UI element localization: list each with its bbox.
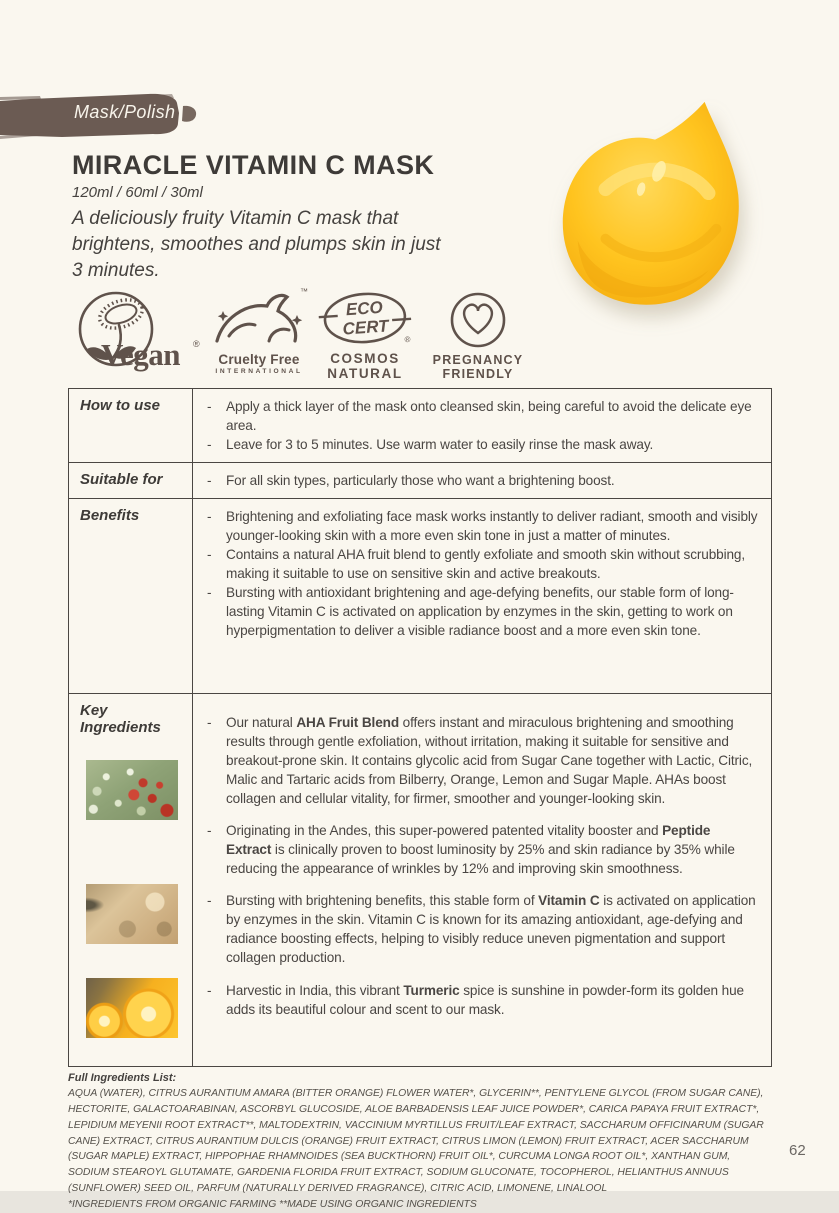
peptide-powder-photo xyxy=(86,884,178,944)
bullet-item: - Our natural AHA Fruit Blend offers instant and miraculous brightening and smoothing results through gentle exfoliation, without irritation, making it suitable for sensitive and breakout-prone skin. It contains glycolic acid from Sugar Cane together with Lactic, Citric, Malic and Tartaric acids from Bilberry, Orange, Lemon and Sugar Maple. AHAs boost collagen and cellular vitality, for firmer, smoother and younger-looking skin. xyxy=(207,715,753,807)
certification-badges xyxy=(68,289,538,384)
bullet-item: - Leave for 3 to 5 minutes. Use warm water to easily rinse the mask away. xyxy=(207,437,654,453)
vegan-wordmark: Vegan xyxy=(101,337,181,372)
bullet-item: - Originating in the Andes, this super-powered patented vitality booster and Peptide Extract is clinically proven to boost luminosity by 25% and skin radiance by 35% while reducing the appearance of wrinkles by 12% and improving skin smoothness. xyxy=(207,823,735,877)
product-sizes: 120ml / 60ml / 30ml xyxy=(72,184,203,201)
ecocert-word-bottom: CERT xyxy=(341,316,390,339)
ecocert-oval-icon xyxy=(318,291,412,349)
pregnancy-line1: PREGNANCY xyxy=(432,353,524,367)
row-content xyxy=(193,694,771,1066)
ecocert-line1: COSMOS xyxy=(330,351,400,366)
pregnancy-friendly-badge xyxy=(426,291,530,384)
category-tag-label: Mask/Polish xyxy=(74,102,176,122)
product-title: MIRACLE VITAMIN C MASK xyxy=(72,150,435,180)
pregnancy-line2: FRIENDLY xyxy=(442,367,514,382)
row-label: Suitable for xyxy=(69,463,193,498)
bullet-item: - Brightening and exfoliating face mask works instantly to deliver radiant, smooth and visibly younger-looking skin with a more even skin tone in just a matter of minutes. xyxy=(207,509,758,544)
table-row-key-ingredients xyxy=(69,693,771,1066)
bullet-item: - Contains a natural AHA fruit blend to gently exfoliate and smooth skin without scrubbing, making it suitable to use on sensitive skin and active breakouts. xyxy=(207,547,746,582)
pregnancy-heart-icon xyxy=(449,291,507,349)
category-tag xyxy=(0,92,208,140)
row-label: Benefits xyxy=(69,499,193,693)
main-content xyxy=(68,388,772,1213)
product-description: A deliciously fruity Vitamin C mask that brightens, smoothes and plumps skin in just 3 minutes. xyxy=(72,208,441,282)
orange-slices-photo xyxy=(86,978,178,1038)
cruelty-free-sublabel: INTERNATIONAL xyxy=(215,368,303,375)
cruelty-free-badge xyxy=(208,289,310,384)
table-row-benefits xyxy=(69,498,771,693)
bunny-trademark: ™ xyxy=(300,287,308,296)
bullet-item: - For all skin types, particularly those who want a brightening boost. xyxy=(207,473,615,489)
bullet-item: - Harvestic in India, this vibrant Turmeric spice is sunshine in powder-form its golden hue adds its beautiful colour and scent to our mask. xyxy=(207,982,744,1017)
bilberry-branch-photo xyxy=(86,760,178,820)
vegan-registered-mark: ® xyxy=(193,339,200,349)
ecocert-registered-mark: ® xyxy=(404,334,411,345)
bullet-item: - Bursting with brightening benefits, this stable form of Vitamin C is activated on application by enzymes in the skin. Vitamin C is known for its amazing antioxidant, age-defying and radiance boosting effects, helping to visibly reduce uneven pigmentation and support collagen production. xyxy=(207,893,756,966)
bullet-item: - Bursting with antioxidant brightening and age-defying benefits, our stable form of long-lasting Vitamin C is activated on application by enzymes in the skin, getting to work on hyperpigmentation to deliver a visible radiance boost and a more even skin tone. xyxy=(207,585,734,639)
vegan-badge xyxy=(68,289,200,384)
ingredients-label: Full Ingredients List: xyxy=(68,1072,177,1085)
ecocert-word-top: ECO xyxy=(345,297,384,320)
full-ingredients-section xyxy=(68,1072,774,1213)
page-number: 62 xyxy=(789,1142,806,1159)
ecocert-badge xyxy=(318,291,412,384)
product-info-table xyxy=(68,388,772,1067)
ingredients-footnote: *INGREDIENTS FROM ORGANIC FARMING **MADE USING ORGANIC INGREDIENTS xyxy=(68,1198,477,1210)
table-row-how-to-use xyxy=(69,389,771,462)
row-label: How to use xyxy=(69,389,193,462)
row-content xyxy=(193,389,771,462)
ecocert-line2: NATURAL xyxy=(327,365,403,381)
cruelty-free-label: Cruelty Free xyxy=(218,352,300,367)
ingredients-text: AQUA (WATER), CITRUS AURANTIUM AMARA (BITTER ORANGE) FLOWER WATER*, GLYCERIN**, PENTYLENE GLYCOL (FROM SUGAR CANE), HECTORITE, GALACTOARABINAN, ASCORBYL GLUCOSIDE, ALOE BARBADENSIS LEAF JUICE POWDER*, CARICA PAPAYA FRUIT EXTRACT*, LEPIDIUM MEYENII ROOT EXTRACT**, MALTODEXTRIN, VACCINIUM MYRTILLUS FRUIT/LEAF EXTRACT, SACCHARUM OFFICINARUM (SUGAR CANE) EXTRACT, CITRUS AURANTIUM DULCIS (ORANGE) FRUIT EXTRACT, CITRUS LIMON (LEMON) FRUIT EXTRACT, ACER SACCHARUM (SUGAR MAPLE) EXTRACT, HIPPOPHAE RHAMNOIDES (SEA BUCKTHORN) FRUIT OIL*, CURCUMA LONGA ROOT OIL*, XANTHAN GUM, SODIUM STEAROYL GLUTAMATE, GARDENIA FLORIDA FRUIT EXTRACT, SODIUM GLUCONATE, TOCOPHEROL, HELIANTHUS ANNUUS (SUNFLOWER) SEED OIL, PARFUM (NATURALLY DERIVED FRAGRANCE), CITRIC ACID, LIMONENE, LINALOOL xyxy=(68,1088,764,1194)
row-content xyxy=(193,463,771,498)
mask-texture-swoosh xyxy=(538,92,776,320)
row-label-cell xyxy=(69,694,193,1066)
row-label: Key Ingredients xyxy=(80,702,161,737)
leaping-bunny-icon xyxy=(209,289,309,351)
table-row-suitable-for xyxy=(69,462,771,498)
bullet-item: - Apply a thick layer of the mask onto cleansed skin, being careful to avoid the delicate eye area. xyxy=(207,399,752,434)
row-content xyxy=(193,499,771,693)
